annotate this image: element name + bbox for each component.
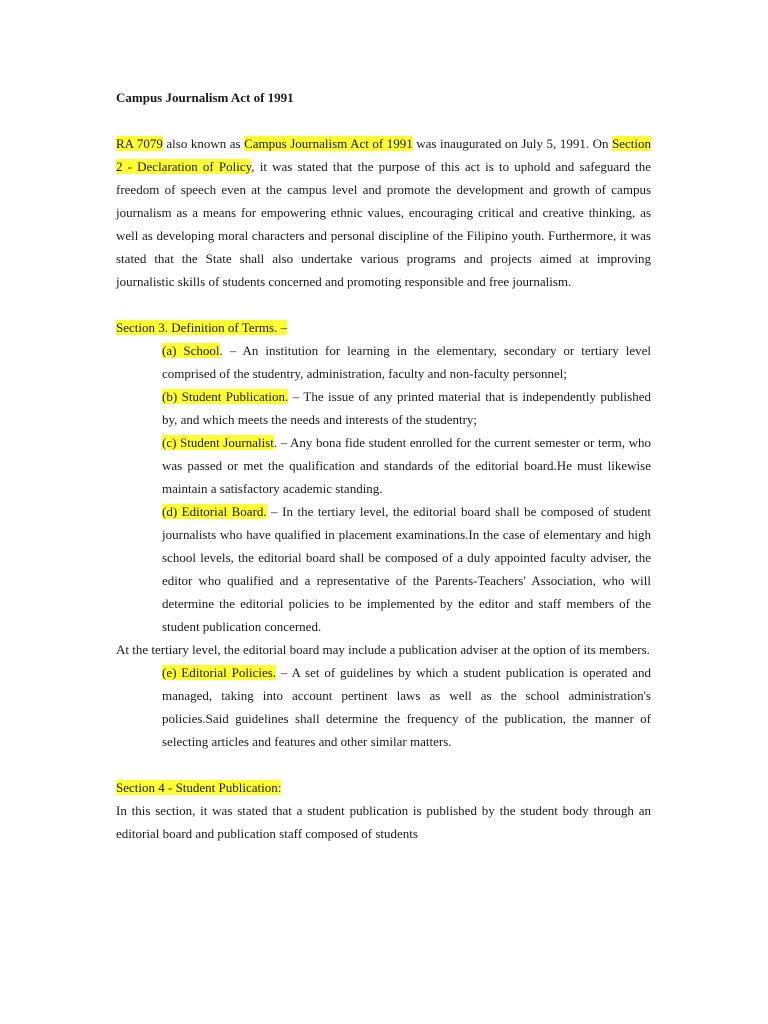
document-page <box>116 86 651 845</box>
term-text: – A set of guidelines by which a student publication is operated and managed, taking into account pertinent laws as well as the school administration's policies.Said guidelines shall determine the frequency of the publication, the manner of selecting articles and features and other similar matters. <box>162 665 651 749</box>
spacer <box>116 753 651 776</box>
intro-paragraph <box>116 132 651 293</box>
term-text: – The issue of any printed material that is independently published by, and which meets the needs and interests of the studentry; <box>162 389 651 427</box>
spacer <box>116 293 651 316</box>
terms-list-continued <box>116 661 651 753</box>
intro-text-1: also known as <box>162 136 245 151</box>
term-label: (a) School <box>162 343 220 358</box>
term-editorial-policies <box>162 661 651 753</box>
section-3-heading-line <box>116 316 651 339</box>
highlight-act-name: Campus Journalism Act of 1991 <box>244 136 413 151</box>
document-title: Campus Journalism Act of 1991 <box>116 90 294 105</box>
term-label: (e) Editorial Policies. <box>162 665 277 680</box>
spacer <box>116 109 651 132</box>
term-student-journalist <box>162 431 651 500</box>
section-4-heading-line <box>116 776 651 799</box>
term-label: (d) Editorial Board. <box>162 504 267 519</box>
section-4-heading: Section 4 - Student Publication: <box>116 780 282 795</box>
term-label: (b) Student Publication. <box>162 389 289 404</box>
term-label: (c) Student Journalist <box>162 435 274 450</box>
term-text: . – An institution for learning in the elementary, secondary or tertiary level comprised of the studentry, administration, faculty and non-faculty personnel; <box>162 343 651 381</box>
term-text: – In the tertiary level, the editorial board shall be composed of student journalists who have qualified in placement examinations.In the case of elementary and high school levels, the editorial board shall be composed of a duly appointed faculty adviser, the editor who qualified and a representative of the Parents-Teachers' Association, who will determine the editorial policies to be implemented by the editor and staff members of the student publication concerned. <box>162 504 651 634</box>
intro-text-3: , it was stated that the purpose of this act is to uphold and safeguard the freedom of speech even at the campus level and promote the development and growth of campus journalism as a means for empowering ethnic values, encouraging critical and creative thinking, as well as developing moral characters and personal discipline of the Filipino youth. Furthermore, it was stated that the State shall also undertake various programs and projects aimed at improving journalistic skills of students concerned and promoting responsible and free journalism. <box>116 159 652 289</box>
term-student-publication <box>162 385 651 431</box>
term-editorial-board <box>162 500 651 638</box>
tertiary-note: At the tertiary level, the editorial board may include a publication adviser at the option of its members. <box>116 642 650 657</box>
highlight-ra-7079: RA 7079 <box>116 136 163 151</box>
section-4-paragraph: In this section, it was stated that a student publication is published by the student body through an editorial board and publication staff composed of students <box>116 803 651 841</box>
highlight-section-2: Section 2 - Declaration of Policy <box>116 136 651 174</box>
term-school <box>162 339 651 385</box>
section-3-heading: Section 3. Definition of Terms. – <box>116 320 288 335</box>
term-text: . – Any bona fide student enrolled for the current semester or term, who was passed or met the qualification and standards of the editorial board.He must likewise maintain a satisfactory academic standing. <box>162 435 651 496</box>
terms-list <box>116 339 651 638</box>
intro-text-2: was inaugurated on July 5, 1991. On <box>412 136 612 151</box>
